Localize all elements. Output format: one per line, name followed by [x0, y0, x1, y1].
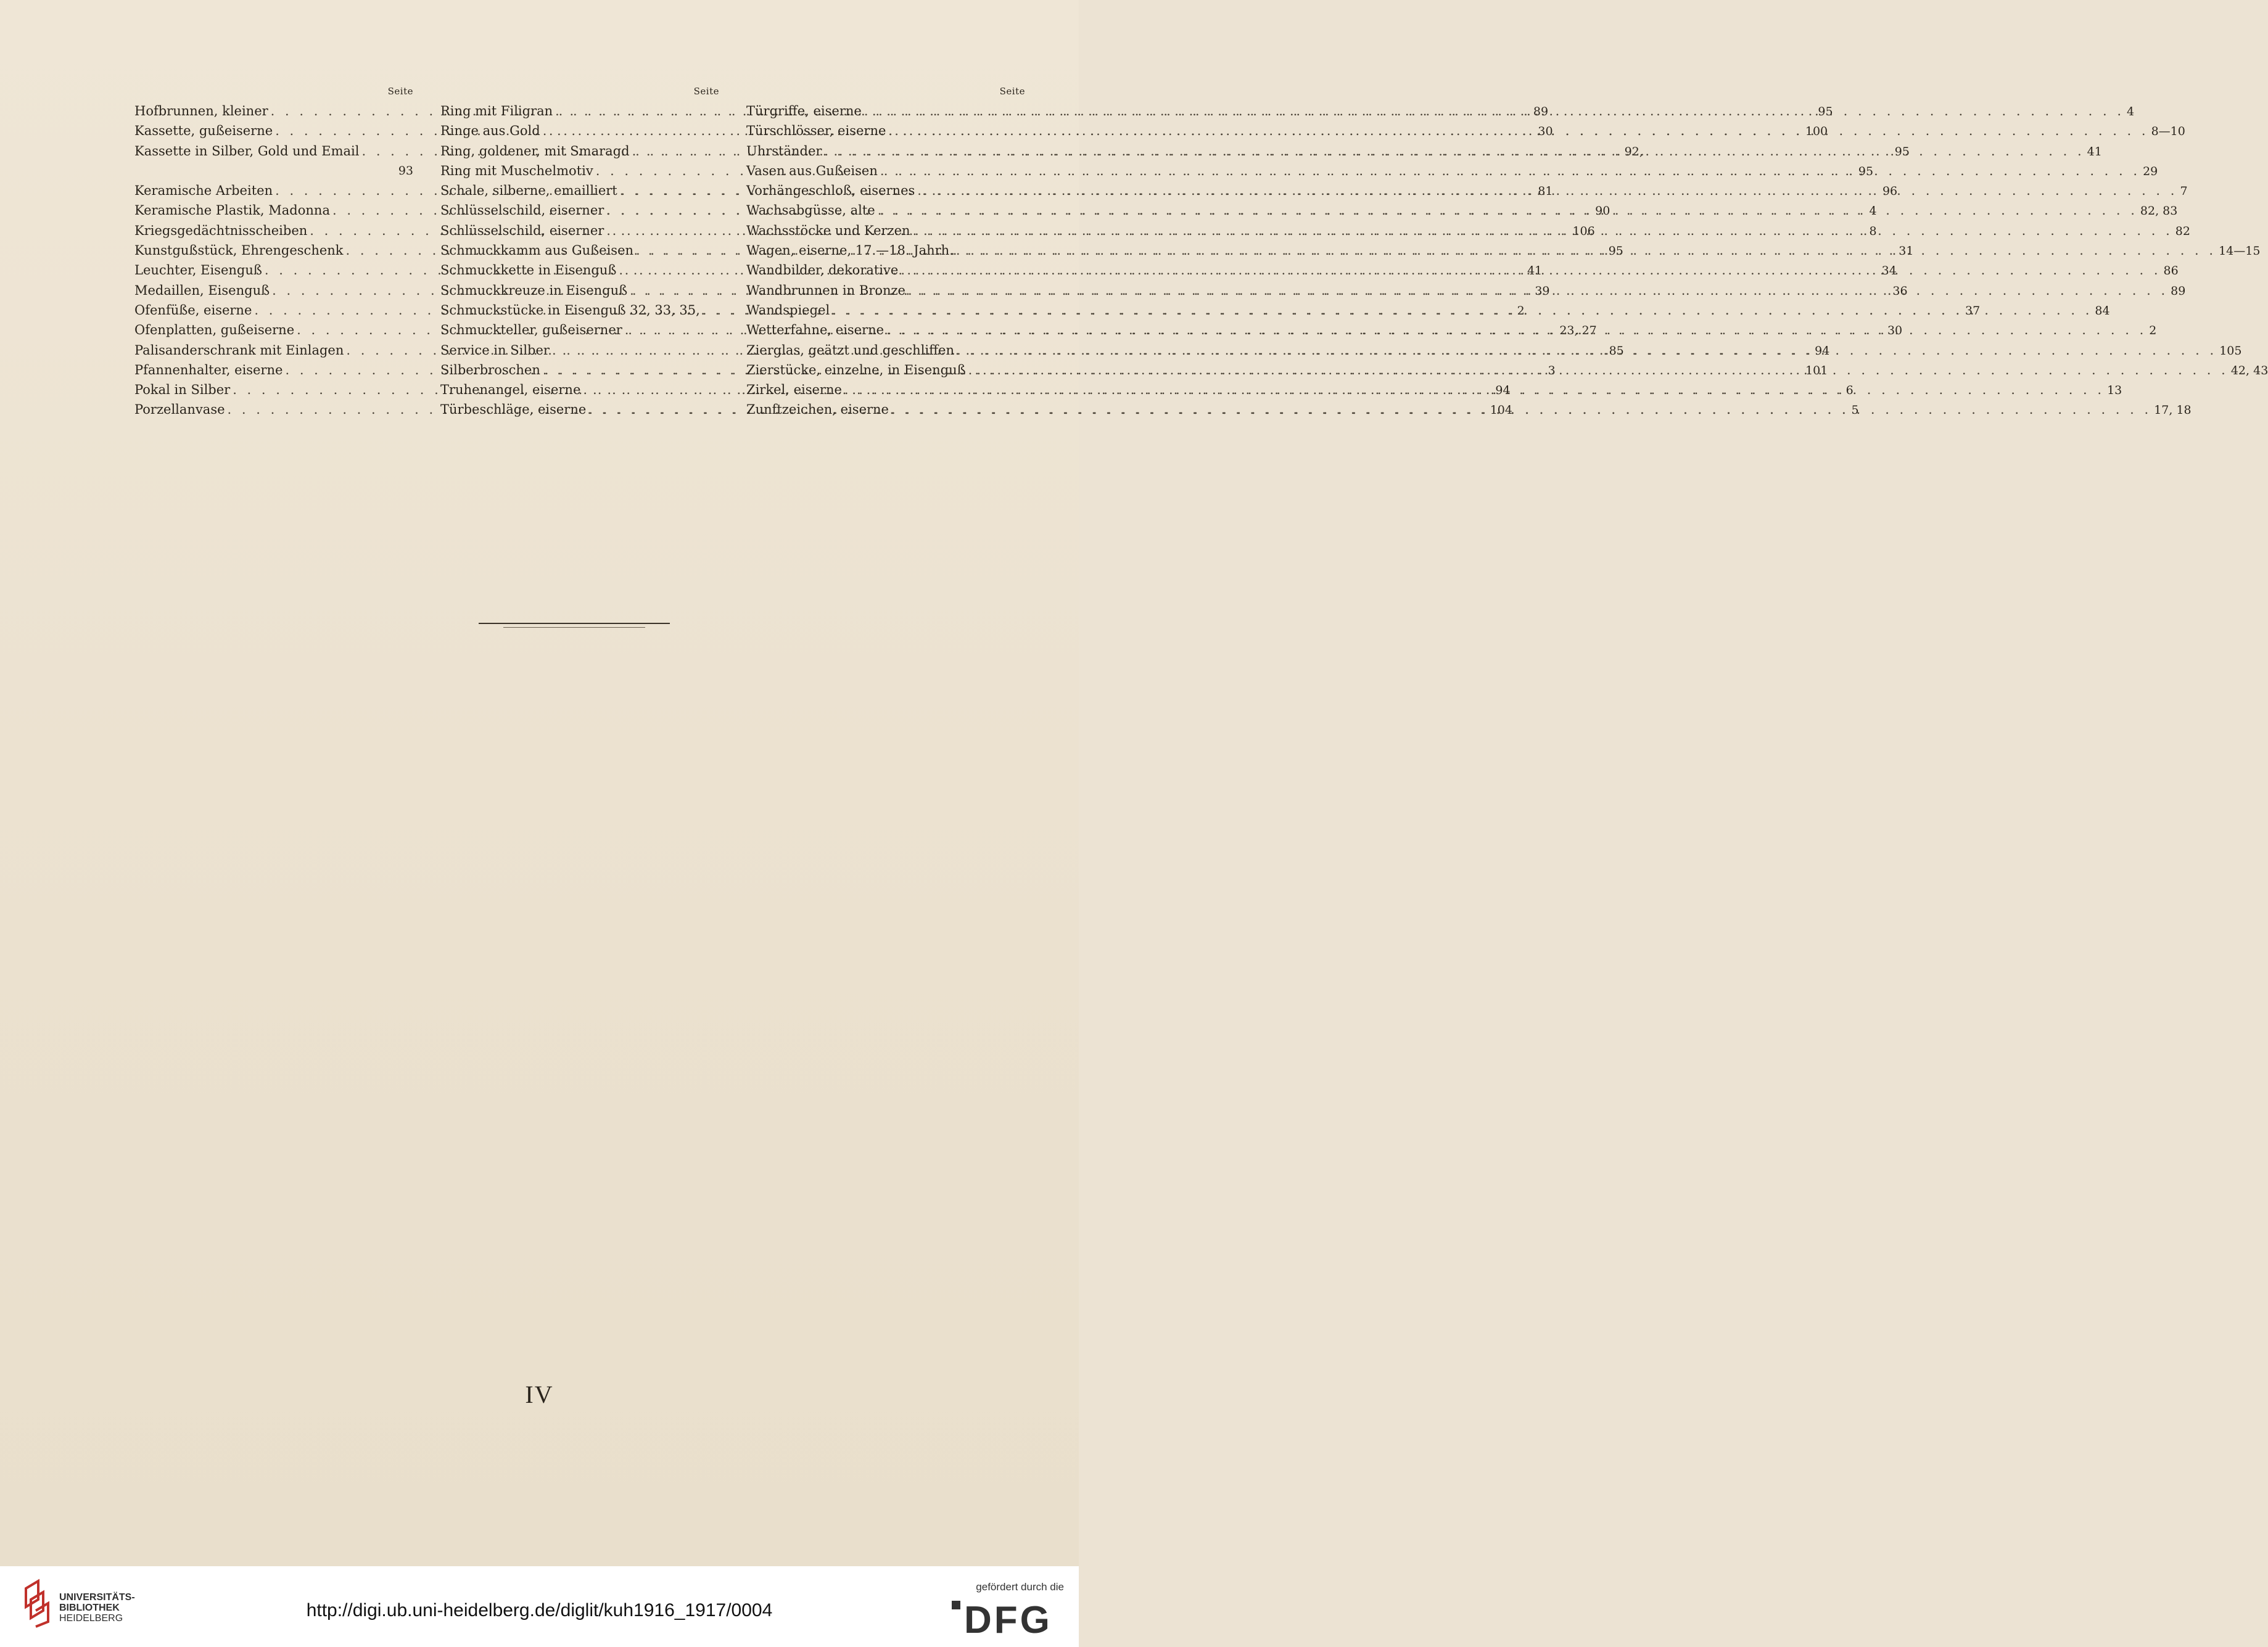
- index-page-number: 29: [2143, 164, 2158, 178]
- index-term: Silberbroschen: [440, 362, 540, 377]
- dot-leader: [954, 340, 2219, 360]
- index-term: Türbeschläge, eiserne: [440, 402, 587, 417]
- funded-by-label: gefördert durch die: [976, 1581, 1064, 1593]
- index-page-number: 94: [1495, 384, 1511, 398]
- index-page-number: 2: [1517, 303, 1525, 318]
- index-term: Wetterfahne, eiserne: [746, 322, 885, 338]
- index-term: Uhrständer: [746, 143, 822, 158]
- index-page-number: 13: [2107, 384, 2122, 398]
- dot-leader: [830, 300, 2095, 320]
- index-page-number: 82, 83: [2140, 204, 2178, 218]
- index-page-number: 92,: [1624, 144, 1643, 158]
- index-term: Schmuckkreuze in Eisenguß: [440, 282, 628, 298]
- index-term: Keramische Plastik, Madonna: [134, 203, 330, 218]
- index-term: Ofenplatten, gußeiserne: [134, 322, 295, 338]
- index-term: Vorhängeschloß, eisernes: [746, 183, 915, 199]
- index-page-number: 8—10: [2151, 125, 2185, 139]
- index-term: Wandbrunnen in Bronze: [746, 282, 905, 298]
- index-page-number: 96: [1882, 184, 1898, 199]
- index-term: Ring, goldener, mit Smaragd: [440, 143, 630, 158]
- index-page-number: 95: [1608, 244, 1623, 258]
- index-page-number: 94: [1815, 343, 1830, 358]
- index-page-number: 30: [1538, 125, 1553, 139]
- index-term: Schlüsselschild, eiserner: [440, 223, 604, 238]
- index-page-number: 95: [1818, 105, 1833, 118]
- index-page-number: 84: [2095, 303, 2110, 318]
- dot-leader: [884, 320, 2149, 340]
- index-page-number: 14—15: [2219, 244, 2261, 258]
- index-term: Kunstgußstück, Ehrengeschenk: [134, 243, 344, 258]
- index-page-number: 3: [1548, 363, 1556, 377]
- dot-leader: [822, 141, 2087, 161]
- index-page-number: 4: [1869, 204, 1877, 218]
- dot-leader: [966, 360, 2231, 380]
- index-page-number: 95: [1858, 164, 1874, 178]
- column-header-seite: Seite: [999, 86, 1025, 97]
- index-page-number: 42, 43: [2230, 363, 2268, 377]
- index-page-number: 39: [1535, 284, 1550, 298]
- index-page-number: 106: [1572, 224, 1595, 238]
- dot-leader: [889, 400, 2154, 419]
- index-term: Wandspiegel: [746, 302, 830, 318]
- index-term: Kriegsgedächtnisscheiben: [134, 223, 308, 238]
- index-term: Pfannenhalter, eiserne: [134, 362, 283, 377]
- index-term: Kassette in Silber, Gold und Email: [134, 143, 360, 158]
- index-term: Ofenfüße, eiserne: [134, 302, 252, 318]
- index-term: Zirkel, eiserne: [746, 382, 842, 398]
- index-page-number: 93: [398, 163, 413, 178]
- subject-index: [134, 84, 2268, 420]
- index-term: Schmuckkamm aus Gußeisen: [440, 243, 634, 258]
- dot-leader: [954, 240, 2219, 260]
- index-term: Schmuckstücke in Eisenguß 32, 33, 35,: [440, 302, 700, 318]
- index-term: Vasen aus Gußeisen: [746, 163, 878, 178]
- page-folio: IV: [525, 1381, 554, 1408]
- dot-leader: [910, 221, 2175, 240]
- dot-leader: [886, 121, 2151, 141]
- index-page-number: 7: [2180, 184, 2188, 199]
- dot-leader: [905, 281, 2171, 300]
- index-term: Ring mit Filigran: [440, 104, 553, 118]
- index-page-number: 86: [2163, 264, 2179, 278]
- index-term: Ringe aus Gold: [440, 123, 540, 139]
- index-page-number: 5: [1851, 403, 1859, 417]
- index-page-number: 34: [1881, 264, 1897, 278]
- column-header-seite: Seite: [693, 86, 719, 97]
- index-page-number: 41: [1527, 264, 1543, 278]
- index-term: Service in Silber: [440, 342, 550, 358]
- index-term: Wachsabgüsse, alte: [746, 203, 875, 218]
- dot-leader: [875, 200, 2140, 220]
- index-page-number: 89: [1533, 105, 1549, 118]
- index-page-number: 36: [1892, 284, 1908, 298]
- index-page-number: 17, 18: [2154, 403, 2192, 417]
- dfg-logo-icon: [952, 1597, 1063, 1641]
- index-term: Medaillen, Eisenguß: [134, 282, 270, 298]
- library-name-line2: BIBLIOTHEK: [59, 1603, 120, 1613]
- dot-leader: [915, 181, 2180, 200]
- index-term: Wandbilder, dekorative: [746, 263, 899, 278]
- index-term: Wagen, eiserne, 17.—18. Jahrh.: [746, 243, 954, 258]
- index-term: Leuchter, Eisenguß: [134, 263, 262, 278]
- index-page-number: 105: [2219, 343, 2242, 358]
- index-term: Zunftzeichen, eiserne: [746, 402, 889, 417]
- closing-rule-thin: [503, 627, 645, 628]
- index-page-number: 100: [1805, 125, 1828, 139]
- footer-bar: [0, 1566, 1079, 1647]
- index-page-number: 82: [2175, 224, 2190, 238]
- index-term: Pokal in Silber: [134, 382, 231, 398]
- index-page-number: 89: [2171, 284, 2186, 298]
- index-page-number: 81: [1538, 184, 1553, 199]
- dot-leader: [862, 101, 2127, 121]
- index-page-number: 104: [1490, 403, 1512, 417]
- index-term: Hofbrunnen, kleiner: [134, 104, 268, 118]
- index-term: Schlüsselschild, eiserner: [440, 203, 604, 218]
- library-name-line1: UNIVERSITÄTS-: [59, 1592, 135, 1603]
- index-page-number: 90: [1595, 204, 1610, 218]
- index-page-number: 6: [1845, 384, 1854, 398]
- dot-leader: [842, 380, 2107, 400]
- column-header-seite: Seite: [387, 86, 413, 97]
- index-page-number: 101: [1805, 363, 1828, 377]
- index-term: Ring mit Muschelmotiv: [440, 163, 593, 178]
- index-entry: [134, 161, 413, 181]
- index-page-number: 8: [1869, 224, 1877, 238]
- dfg-logo-text: DFG: [964, 1599, 1052, 1641]
- index-page-number: 2: [2149, 324, 2157, 338]
- library-name-line3: HEIDELBERG: [59, 1613, 123, 1624]
- closing-rule: [479, 623, 670, 624]
- index-term: Türgriffe, eiserne: [746, 104, 862, 118]
- dot-leader: [878, 161, 2143, 181]
- index-term: Wachsstöcke und Kerzen: [746, 223, 910, 238]
- index-term: Zierstücke, einzelne, in Eisenguß: [746, 362, 966, 377]
- index-term: Porzellanvase: [134, 402, 225, 417]
- index-term: Türschlösser, eiserne: [746, 123, 886, 139]
- index-term: Truhenangel, eiserne: [440, 382, 581, 398]
- index-page-number: 31: [1899, 244, 1914, 258]
- index-term: Schale, silberne, emailliert: [440, 183, 617, 199]
- index-page-number: 41: [2087, 144, 2102, 158]
- index-page-number: 85: [1609, 343, 1624, 358]
- index-term: Palisanderschrank mit Einlagen: [134, 342, 344, 358]
- index-page-number: 37: [1965, 303, 1981, 318]
- index-term: Zierglas, geätzt und geschliffen: [746, 342, 954, 358]
- index-term: Keramische Arbeiten: [134, 183, 273, 199]
- source-url-link[interactable]: http://digi.ub.uni-heidelberg.de/diglit/kuh1916_1917/0004: [306, 1600, 773, 1620]
- index-term: Schmuckteller, gußeiserner: [440, 322, 622, 338]
- index-page-number: 4: [2127, 105, 2135, 118]
- index-term: Kassette, gußeiserne: [134, 123, 273, 139]
- index-page-number: 23, 27: [1559, 324, 1597, 338]
- index-page-number: 30: [1887, 324, 1903, 338]
- index-page-number: 95: [1894, 144, 1910, 158]
- index-term: Schmuckkette in Eisenguß: [440, 263, 617, 278]
- dot-leader: [898, 260, 2163, 280]
